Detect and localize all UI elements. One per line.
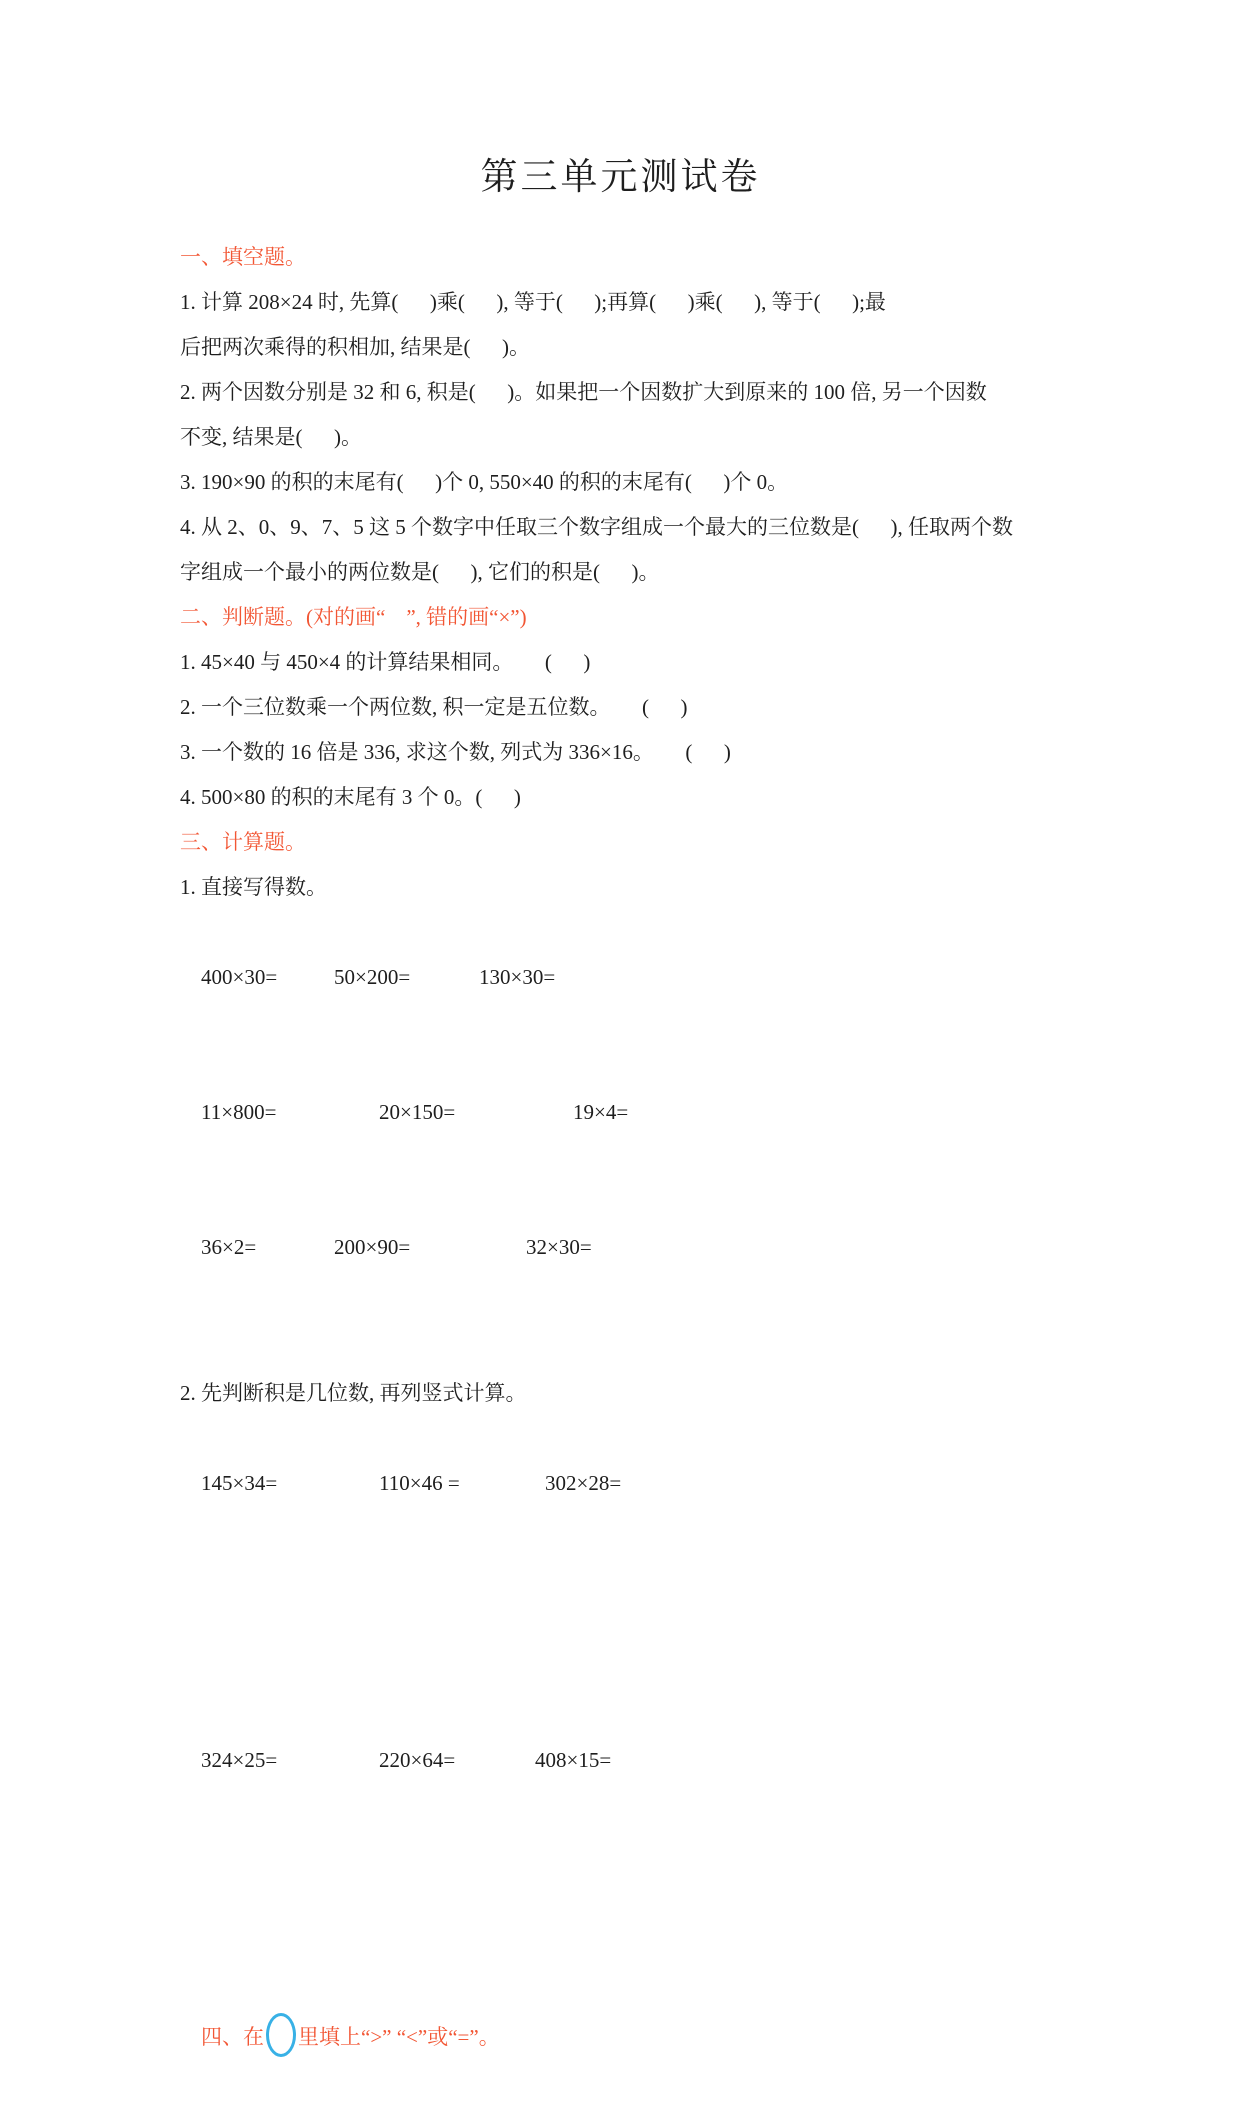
oral-calc-label: 1. 直接写得数。: [180, 875, 327, 899]
math-expression: 32×30=: [526, 1235, 592, 1259]
fill-blank-q2-line1: 2. 两个因数分别是 32 和 6, 积是( )。如果把一个因数扩大到原来的 100 倍, 另一个因数: [180, 380, 987, 404]
section4-heading: [180, 1968, 1091, 2105]
judge-q4: 4. 500×80 的积的末尾有 3 个 0。( ): [180, 785, 521, 809]
blank-circle: [266, 2013, 296, 2057]
section4-heading-suffix: 里填上“>” “<”或“=”。: [298, 2025, 500, 2049]
math-expression: 324×25=: [201, 1748, 278, 1772]
math-expression: 19×4=: [573, 1100, 629, 1124]
section4-heading-prefix: 四、在: [201, 2025, 264, 2049]
vertical-calc-row-2: [180, 1693, 1091, 1828]
math-expression: 50×200=: [334, 965, 411, 989]
section1-heading: 一、填空题。: [180, 245, 306, 269]
fill-blank-q1-line2: 后把两次乘得的积相加, 结果是( )。: [180, 335, 530, 359]
oral-calc-row-3: [180, 1180, 1091, 1315]
math-expression: 110×46 =: [379, 1471, 460, 1495]
math-expression: 400×30=: [201, 965, 278, 989]
judge-q3: 3. 一个数的 16 倍是 336, 求这个数, 列式为 336×16。 ( ): [180, 740, 731, 764]
page-title: 第三单元测试卷: [480, 157, 761, 198]
oral-calc-row-1: [180, 910, 1091, 1045]
math-expression: 130×30=: [479, 965, 556, 989]
section3-heading: 三、计算题。: [180, 830, 306, 854]
math-expression: 36×2=: [201, 1235, 257, 1259]
math-expression: 11×800=: [201, 1100, 277, 1124]
judge-q2: 2. 一个三位数乘一个两位数, 积一定是五位数。 ( ): [180, 695, 688, 719]
math-expression: 302×28=: [545, 1471, 622, 1495]
fill-blank-q2-line2: 不变, 结果是( )。: [180, 425, 362, 449]
fill-blank-q4-line2: 字组成一个最小的两位数是( ), 它们的积是( )。: [180, 560, 660, 584]
math-expression: 408×15=: [535, 1748, 612, 1772]
vertical-calc-label: 2. 先判断积是几位数, 再列竖式计算。: [180, 1381, 527, 1405]
vertical-calc-row-1: [180, 1416, 1091, 1551]
fill-blank-q1-line1: 1. 计算 208×24 时, 先算( )乘( ), 等于( );再算( )乘( ), 等于( );最: [180, 290, 886, 314]
math-expression: 200×90=: [334, 1235, 411, 1259]
fill-blank-q3: 3. 190×90 的积的末尾有( )个 0, 550×40 的积的末尾有( )个 0。: [180, 470, 789, 494]
math-expression: 145×34=: [201, 1471, 278, 1495]
math-expression: 20×150=: [379, 1100, 456, 1124]
oral-calc-row-2: [180, 1045, 1091, 1180]
math-expression: 220×64=: [379, 1748, 456, 1772]
judge-q1: 1. 45×40 与 450×4 的计算结果相同。 ( ): [180, 650, 591, 674]
fill-blank-q4-line1: 4. 从 2、0、9、7、5 这 5 个数字中任取三个数字组成一个最大的三位数是( ), 任取两个数: [180, 515, 1013, 539]
section2-heading: 二、判断题。(对的画“ ”, 错的画“×”): [180, 605, 527, 629]
